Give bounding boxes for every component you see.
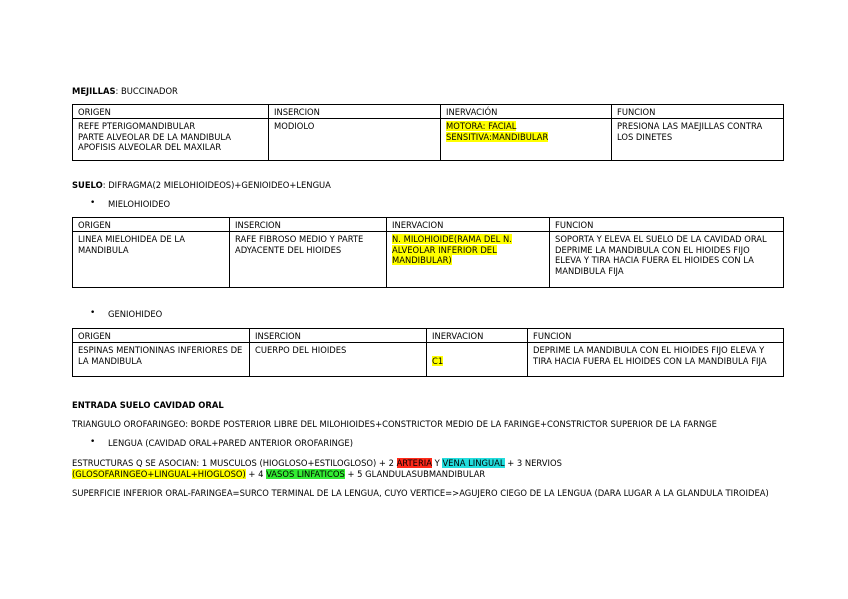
cell-origen: ESPINAS MENTIONINAS INFERIORES DE LA MANDIBULA	[73, 343, 250, 377]
triangulo-text: TRIANGULO OROFARINGEO: BORDE POSTERIOR LIBRE DEL MILOHIOIDES+CONSTRICTOR MEDIO DE LA FARINGE+CONSTRICTOR SUPERIOR DE LA FARNGE	[72, 419, 717, 429]
entrada-title-text: ENTRADA SUELO CAVIDAD ORAL	[72, 400, 224, 410]
vena-highlight: VENA LINGUAL	[442, 458, 505, 468]
estructuras-p2: Y	[431, 458, 443, 468]
header-funcion: FUNCION	[550, 218, 784, 232]
header-inervacion: INERVACION	[387, 218, 550, 232]
estructuras-p5: + 5 GLANDULASUBMANDIBULAR	[344, 469, 486, 479]
bullet-milohioideo: •	[90, 198, 96, 208]
header-insercion: INSERCION	[269, 105, 441, 119]
genihioideo-title: GENIOHIDEO	[108, 309, 163, 319]
mejillas-text: : BUCCINADOR	[115, 86, 178, 96]
table-header-row	[73, 218, 784, 232]
suelo-heading	[72, 180, 331, 191]
superficie-text: SUPERFICIE INFERIOR ORAL-FARINGEA=SURCO TERMINAL DE LA LENGUA, CUYO VERTICE=>AGUJERO CIEGO DE LA LENGUA (DARA LUGAR A LA GLANDULA TIROIDEA)	[72, 488, 769, 498]
cell-inervacion	[427, 343, 528, 377]
nervios-highlight: (GLOSOFARINGEO+LINGUAL+HIOGLOSO)	[72, 469, 246, 479]
table-header-row	[73, 329, 784, 343]
table-row	[73, 119, 784, 161]
header-inervacion: INERVACIÓN	[441, 105, 612, 119]
header-insercion: INSERCION	[250, 329, 427, 343]
lengua-text: LENGUA (CAVIDAD ORAL+PARED ANTERIOR OROFARINGE)	[108, 438, 353, 448]
vasos-highlight: VASOS LINFATICOS	[266, 469, 345, 479]
mejillas-table	[72, 104, 784, 161]
milohioideo-table	[72, 217, 784, 288]
inervacion-motora: MOTORA: FACIAL	[446, 121, 517, 132]
header-origen: ORIGEN	[73, 105, 269, 119]
header-insercion: INSERCION	[230, 218, 387, 232]
header-funcion: FUNCION	[612, 105, 784, 119]
estructuras-line-2	[72, 469, 485, 480]
cell-origen: LINEA MIELOHIDEA DE LA MANDIBULA	[73, 232, 230, 288]
estructuras-line-1	[72, 458, 562, 469]
cell-insercion: MODIOLO	[269, 119, 441, 161]
entrada-title	[72, 400, 224, 411]
table-row	[73, 232, 784, 288]
cell-origen: REFE PTERIGOMANDIBULAR PARTE ALVEOLAR DE LA MANDIBULA APOFISIS ALVEOLAR DEL MAXILAR	[73, 119, 269, 161]
mejillas-label: MEJILLAS	[72, 86, 116, 96]
table-row	[73, 343, 784, 377]
arteria-highlight: ARTERIA	[396, 458, 432, 468]
header-origen: ORIGEN	[73, 329, 250, 343]
suelo-text: : DIFRAGMA(2 MIELOHIOIDEOS)+GENIOIDEO+LENGUA	[102, 180, 331, 190]
table-header-row	[73, 105, 784, 119]
header-inervacion: INERVACION	[427, 329, 528, 343]
cell-funcion: DEPRIME LA MANDIBULA CON EL HIOIDES FIJO ELEVA Y TIRA HACIA FUERA EL HIOIDES CON LA MANDIBULA FIJA	[528, 343, 784, 377]
inervacion-value: C1	[432, 355, 444, 366]
estructuras-p4: + 4	[245, 469, 267, 479]
cell-funcion: PRESIONA LAS MAEJILLAS CONTRA LOS DINETES	[612, 119, 784, 161]
cell-inervacion	[387, 232, 550, 288]
mejillas-heading	[72, 86, 178, 97]
inervacion-value: N. MILOHIOIDE(RAMA DEL N. ALVEOLAR INFERIOR DEL MANDIBULAR)	[392, 234, 512, 266]
estructuras-p1: ESTRUCTURAS Q SE ASOCIAN: 1 MUSCULOS (HIOGLOSO+ESTILOGLOSO) + 2	[72, 458, 397, 468]
suelo-label: SUELO	[72, 180, 103, 190]
estructuras-p3: + 3 NERVIOS	[504, 458, 562, 468]
cell-insercion: CUERPO DEL HIOIDES	[250, 343, 427, 377]
cell-funcion: SOPORTA Y ELEVA EL SUELO DE LA CAVIDAD ORAL DEPRIME LA MANDIBULA CON EL HIOIDES FIJO ELEVA Y TIRA HACIA FUERA EL HIOIDES CON LA MANDIBULA FIJA	[550, 232, 784, 288]
inervacion-sensitiva: SENSITIVA:MANDIBULAR	[446, 131, 549, 142]
milohioideo-title: MIELOHIOIDEO	[108, 199, 171, 209]
cell-inervacion	[441, 119, 612, 161]
cell-insercion: RAFE FIBROSO MEDIO Y PARTE ADYACENTE DEL HIOIDES	[230, 232, 387, 288]
bullet-lengua: •	[90, 437, 96, 447]
header-origen: ORIGEN	[73, 218, 230, 232]
genihioideo-table	[72, 328, 784, 377]
bullet-genihioideo: •	[90, 308, 96, 318]
header-funcion: FUNCION	[528, 329, 784, 343]
